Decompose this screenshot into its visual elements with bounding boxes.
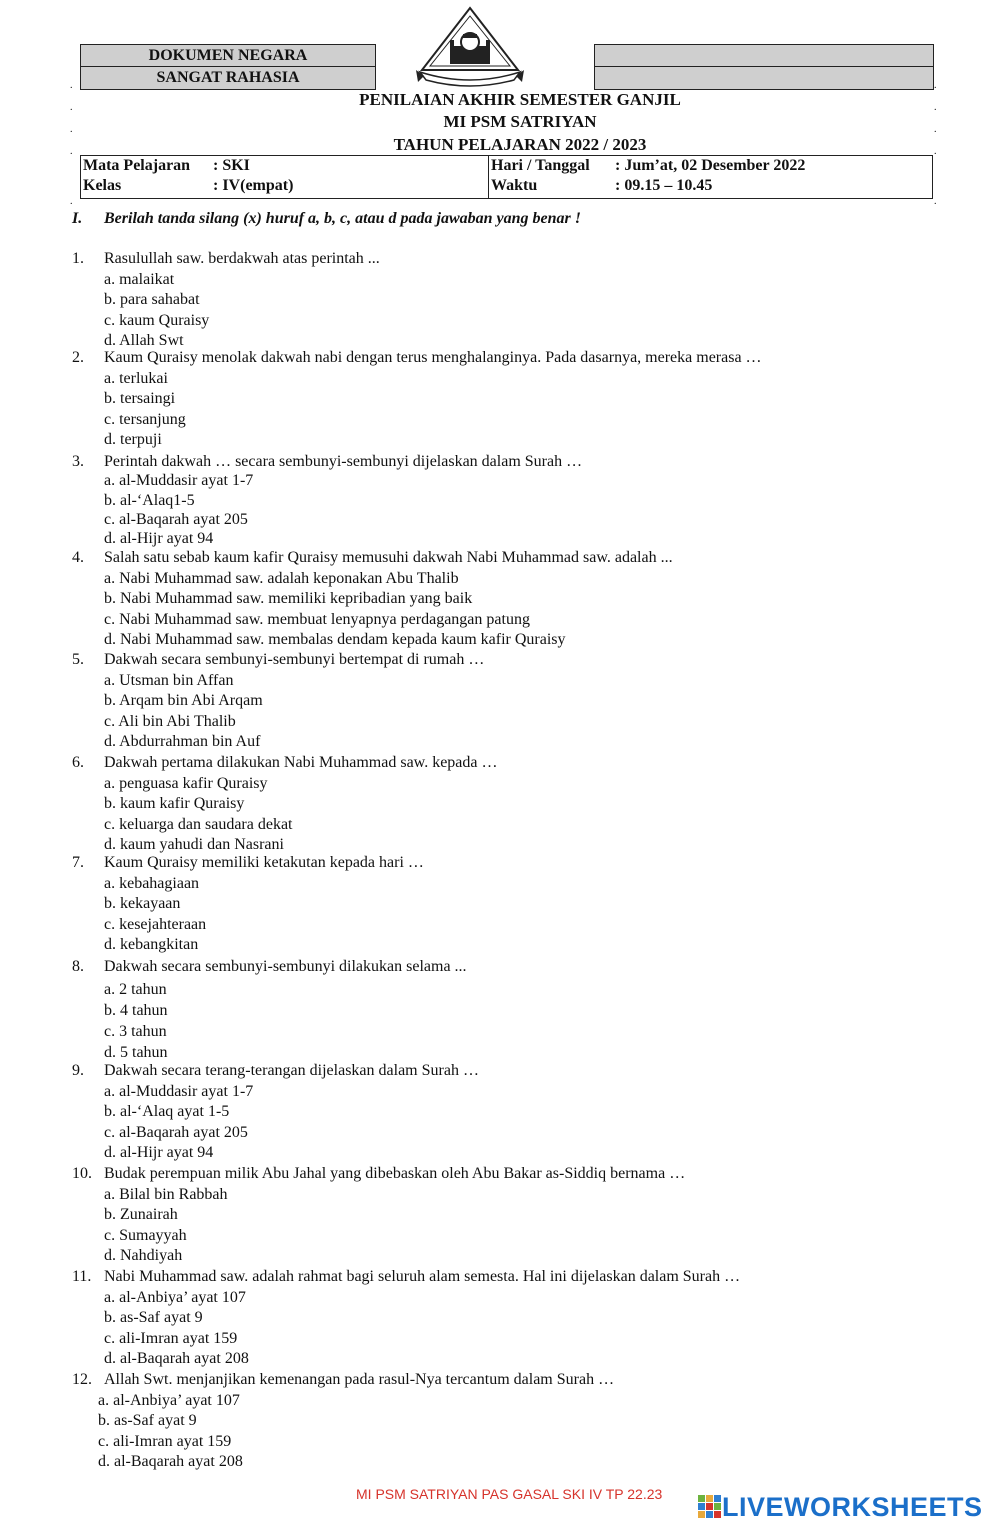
question-item [72,348,952,451]
answer-option[interactable]: b. kekayaan [104,895,181,912]
question-number: 6. [72,754,84,771]
answer-option[interactable]: c. 3 tahun [104,1023,167,1040]
answer-option[interactable]: a. 2 tahun [104,981,167,998]
question-number: 10. [72,1165,92,1182]
question-text: Allah Swt. menjanjikan kemenangan pada rasul-Nya tercantum dalam Surah … [104,1371,615,1388]
question-number: 5. [72,651,84,668]
question-text: Nabi Muhammad saw. adalah rahmat bagi seluruh alam semesta. Hal ini dijelaskan dalam Surah … [104,1268,741,1285]
answer-option[interactable]: a. al-Anbiya’ ayat 107 [98,1391,240,1409]
answer-option[interactable]: c. al-Baqarah ayat 205 [104,510,248,528]
question-text: Dakwah secara sembunyi-sembunyi bertempat di rumah … [104,651,485,668]
waktu-label: Waktu [491,177,538,194]
answer-option[interactable]: d. Allah Swt [104,332,184,349]
question-item [72,1164,952,1267]
question-number: 1. [72,250,84,267]
kelas-label: Kelas [83,177,122,194]
question-text: Dakwah pertama dilakukan Nabi Muhammad saw. kepada … [104,754,498,771]
question-number: 12. [72,1371,92,1388]
liveworksheets-wordmark: LIVEWORKSHEETS [722,1491,983,1522]
question-item [72,1061,952,1164]
answer-option[interactable]: d. al-Hijr ayat 94 [104,1144,214,1161]
answer-option[interactable]: c. tersanjung [104,410,186,428]
answer-option[interactable]: c. keluarga dan saudara dekat [104,815,293,833]
question-item [72,753,952,856]
answer-option[interactable]: b. tersaingi [104,390,176,407]
answer-option[interactable]: d. 5 tahun [104,1044,168,1061]
margin-dot: . [70,146,73,157]
answer-option[interactable]: b. kaum kafir Quraisy [104,795,245,812]
blank-box-row [595,67,933,88]
hari-label: Hari / Tanggal [491,157,590,174]
question-item [72,1267,952,1370]
mapel-value: : SKI [213,157,250,174]
margin-dot: . [934,146,937,157]
liveworksheets-logo [698,1490,983,1524]
mapel-label: Mata Pelajaran [83,157,191,174]
answer-option[interactable]: d. kaum yahudi dan Nasrani [104,836,284,853]
answer-option[interactable]: b. para sahabat [104,291,200,308]
blank-header-box [594,44,934,90]
answer-option[interactable]: a. Bilal bin Rabbah [104,1185,228,1203]
answer-option[interactable]: a. al-Muddasir ayat 1-7 [104,472,254,490]
answer-option[interactable]: a. terlukai [104,369,168,387]
answer-option[interactable]: d. al-Baqarah ayat 208 [104,1350,249,1367]
margin-dot: . [934,124,937,135]
answer-option[interactable]: d. Abdurrahman bin Auf [104,733,261,750]
school-logo [414,6,526,88]
answer-option[interactable]: d. Nabi Muhammad saw. membalas dendam kepada kaum kafir Quraisy [104,631,566,648]
answer-option[interactable]: b. al-‘Alaq1-5 [104,491,195,509]
school-name: MI PSM SATRIYAN [443,112,597,131]
question-number: 9. [72,1062,84,1079]
question-item [72,650,952,753]
question-text: Salah satu sebab kaum kafir Quraisy memusuhi dakwah Nabi Muhammad saw. adalah ... [104,549,673,566]
question-text: Kaum Quraisy menolak dakwah nabi dengan terus menghalanginya. Pada dasarnya, mereka merasa … [104,349,762,366]
answer-option[interactable]: a. penguasa kafir Quraisy [104,774,268,792]
question-item [72,853,952,956]
question-item [72,1370,952,1473]
answer-option[interactable]: b. 4 tahun [104,1002,168,1019]
question-item [72,249,952,352]
instruction-text: Berilah tanda silang (x) huruf a, b, c, atau d pada jawaban yang benar ! [104,210,581,227]
answer-option[interactable]: c. Nabi Muhammad saw. membuat lenyapnya perdagangan patung [104,610,530,628]
question-number: 8. [72,958,84,975]
instruction-number: I. [72,210,83,227]
dokumen-line2: SANGAT RAHASIA [156,69,300,86]
margin-dot: . [70,80,73,91]
exam-info-table [80,155,933,199]
question-number: 2. [72,349,84,366]
answer-option[interactable]: a. al-Anbiya’ ayat 107 [104,1288,246,1306]
instruction [72,210,581,228]
dokumen-negara-box [80,44,376,90]
liveworksheets-icon [698,1495,722,1519]
answer-option[interactable]: d. kebangkitan [104,936,199,953]
answer-option[interactable]: a. kebahagiaan [104,874,200,892]
answer-option[interactable]: b. Arqam bin Abi Arqam [104,692,263,709]
margin-dot: . [70,196,73,207]
answer-option[interactable]: a. Nabi Muhammad saw. adalah keponakan Abu Thalib [104,569,459,587]
margin-dot: . [934,196,937,207]
question-item [72,452,952,548]
question-text: Dakwah secara terang-terangan dijelaskan dalam Surah … [104,1062,479,1079]
waktu-value: : 09.15 – 10.45 [615,177,713,194]
question-item [72,956,952,1063]
question-text: Budak perempuan milik Abu Jahal yang dibebaskan oleh Abu Bakar as-Siddiq bernama … [104,1165,686,1182]
answer-option[interactable]: c. kesejahteraan [104,915,207,933]
answer-option[interactable]: c. al-Baqarah ayat 205 [104,1123,248,1141]
answer-option[interactable]: c. Sumayyah [104,1226,187,1244]
answer-option[interactable]: d. al-Hijr ayat 94 [104,530,214,548]
question-text: Kaum Quraisy memiliki ketakutan kepada hari … [104,854,424,871]
answer-option[interactable]: a. al-Muddasir ayat 1-7 [104,1082,254,1100]
question-number: 11. [72,1268,92,1285]
question-text: Dakwah secara sembunyi-sembunyi dilakukan selama ... [104,958,467,975]
answer-option[interactable]: d. al-Baqarah ayat 208 [98,1453,243,1470]
answer-option[interactable]: b. as-Saf ayat 9 [104,1309,203,1326]
answer-option[interactable]: a. malaikat [104,270,175,288]
blank-box-row [595,45,933,67]
margin-dot: . [70,102,73,113]
answer-option[interactable]: b. Zunairah [104,1206,178,1223]
answer-option[interactable]: b. Nabi Muhammad saw. memiliki kepribadian yang baik [104,590,473,607]
question-text: Rasulullah saw. berdakwah atas perintah ... [104,250,380,267]
academic-year: TAHUN PELAJARAN 2022 / 2023 [393,135,647,154]
footer-caption: MI PSM SATRIYAN PAS GASAL SKI IV TP 22.23 [356,1486,663,1502]
question-text: Perintah dakwah … secara sembunyi-sembunyi dijelaskan dalam Surah … [104,453,583,470]
exam-title: PENILAIAN AKHIR SEMESTER GANJIL [359,90,681,109]
kelas-value: : IV(empat) [213,177,294,194]
answer-option[interactable]: c. ali-Imran ayat 159 [104,1329,238,1347]
hari-value: : Jum’at, 02 Desember 2022 [615,157,806,174]
answer-option[interactable]: d. Nahdiyah [104,1247,183,1264]
question-number: 4. [72,549,84,566]
margin-dot: . [934,80,937,91]
answer-option[interactable]: b. al-‘Alaq ayat 1-5 [104,1103,230,1120]
margin-dot: . [70,124,73,135]
question-number: 3. [72,453,84,470]
answer-option[interactable]: c. kaum Quraisy [104,311,210,329]
question-item [72,548,952,651]
answer-option[interactable]: c. ali-Imran ayat 159 [98,1432,232,1450]
answer-option[interactable]: a. Utsman bin Affan [104,671,234,689]
dokumen-line1: DOKUMEN NEGARA [81,45,375,67]
margin-dot: . [934,102,937,113]
info-divider [488,156,489,198]
question-number: 7. [72,854,84,871]
answer-option[interactable]: d. terpuji [104,431,162,448]
answer-option[interactable]: b. as-Saf ayat 9 [98,1412,197,1429]
answer-option[interactable]: c. Ali bin Abi Thalib [104,712,236,730]
